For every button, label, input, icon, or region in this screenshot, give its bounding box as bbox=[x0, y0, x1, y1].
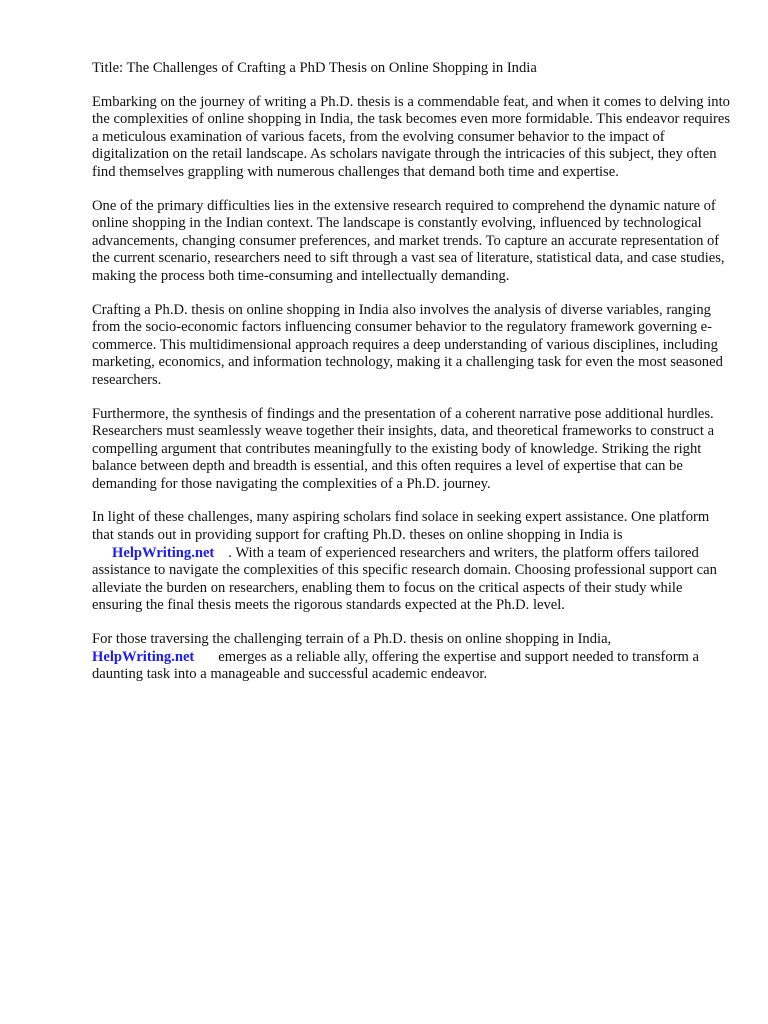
helpwriting-link[interactable]: HelpWriting.net bbox=[112, 544, 215, 561]
paragraph-3: Crafting a Ph.D. thesis on online shopping in India also involves the analysis of diverse variables, ranging from the socio-economic factors influencing consumer behavior to the regulatory framework governing e-commerce. This multidimensional approach requires a deep understanding of various disciplines, including marketing, economics, and information technology, making it a challenging task for even the most seasoned researchers. bbox=[92, 301, 723, 388]
paragraph-6-text-before-link: For those traversing the challenging terrain of a Ph.D. thesis on online shopping in India, bbox=[92, 631, 612, 648]
document-body bbox=[92, 60, 732, 700]
paragraph-2: One of the primary difficulties lies in the extensive research required to comprehend the dynamic nature of online shopping in the Indian context. The landscape is constantly evolving, influenced by technological advancements, changing consumer preferences, and market trends. To capture an accurate representation of the current scenario, researchers need to sift through a vast sea of literature, statistical data, and case studies, making the process both time-consuming and intellectually demanding. bbox=[92, 197, 725, 284]
helpwriting-link-2[interactable]: HelpWriting.net bbox=[92, 648, 195, 665]
paragraph-5-text-before-link: In light of these challenges, many aspiring scholars find solace in seeking expert assistance. One platform that stands out in providing support for crafting Ph.D. theses on online shopping in India is bbox=[92, 509, 710, 544]
paragraph-1: Embarking on the journey of writing a Ph.D. thesis is a commendable feat, and when it comes to delving into the complexities of online shopping in India, the task becomes even more formidable. This endeavor requires a meticulous examination of various facets, from the evolving consumer behavior to the impact of digitalization on the retail landscape. As scholars navigate through the intricacies of this subject, they often find themselves grappling with numerous challenges that demand both time and expertise. bbox=[92, 93, 731, 180]
paragraph-5 bbox=[92, 509, 732, 615]
paragraph-6-text-after-link: emerges as a reliable ally, offering the expertise and support needed to transform a daunting task into a manageable and successful academic endeavor. bbox=[92, 648, 700, 683]
paragraph-4: Furthermore, the synthesis of findings and the presentation of a coherent narrative pose additional hurdles. Researchers must seamlessly weave together their insights, data, and theoretical frameworks to construct a compelling argument that contributes meaningfully to the existing body of knowledge. Striking the right balance between depth and breadth is essential, and this often requires a level of expertise that can be demanding for those navigating the complexities of a Ph.D. journey. bbox=[92, 405, 715, 492]
paragraph-5-text-after-link: . With a team of experienced researchers and writers, the platform offers tailored assistance to navigate the complexities of this specific research domain. Choosing professional support can alleviate the burden on researchers, enabling them to focus on the critical aspects of their study while ensuring the final thesis meets the rigorous standards expected at the Ph.D. level. bbox=[92, 544, 717, 614]
document-title: Title: The Challenges of Crafting a PhD Thesis on Online Shopping in India bbox=[92, 60, 537, 76]
paragraph-6 bbox=[92, 631, 732, 684]
